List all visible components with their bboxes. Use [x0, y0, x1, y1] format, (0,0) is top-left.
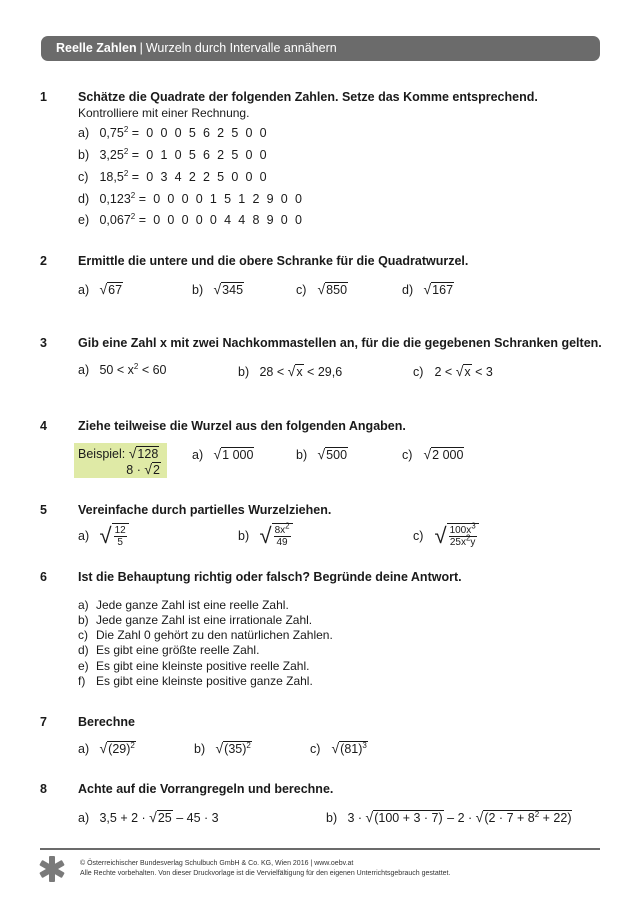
task-1-title: Schätze die Quadrate der folgenden Zahlen. Setze das Komme entsprechend. — [78, 90, 538, 104]
task-1-item-e: e) 0,067$^2$ = 0 0 0 0 0 4 4 8 9 0 0 — [78, 211, 304, 227]
header-separator: | — [139, 41, 143, 55]
task-8-title: Achte auf die Vorrangregeln und berechne. — [78, 782, 334, 796]
task-6-item-c: c) Die Zahl 0 gehört zu den natürlichen Zahlen. — [78, 628, 333, 642]
task-4-item-a: a) √1 000 — [192, 446, 254, 462]
task-8-item-b: b) $3 \cdot √(100 + 3 \cdot 7) - 2 \cdot √(2 \cdot 7 + 8^2 + 22)$ — [326, 809, 572, 825]
task-5-item-c: c) √ $\frac{100x^3}{25x^2y}$ — [413, 523, 479, 548]
task-6-item-d: d) Es gibt eine größte reelle Zahl. — [78, 643, 260, 657]
example-box — [74, 443, 167, 478]
header-subtitle: Wurzeln durch Intervalle annähern — [145, 41, 337, 55]
task-3-item-a: a) $50 < x^2 < 60$ — [78, 361, 167, 377]
task-7-item-a: a) $√(29)^2$ — [78, 740, 135, 756]
task-4-item-b: b) √500 — [296, 446, 348, 462]
header-topic: Reelle Zahlen — [56, 41, 137, 55]
task-2-item-c: c) √850 — [296, 281, 348, 297]
task-7-item-c: c) $√(81)^3$ — [310, 740, 367, 756]
example-line-2: 8 · √2 — [126, 461, 160, 477]
task-4-title: Ziehe teilweise die Wurzel aus den folgenden Angaben. — [78, 419, 406, 433]
task-8-item-a: a) 3,5 + 2 · √25 – 45 · 3 — [78, 809, 219, 825]
footer-copyright: © Österreichischer Bundesverlag Schulbuch GmbH & Co. KG, Wien 2016 | www.oebv.at — [80, 860, 354, 867]
task-2-item-a: a) √67 — [78, 281, 123, 297]
footer-divider — [40, 848, 600, 850]
task-1-item-a: a) 0,75$^2$ = 0 0 0 5 6 2 5 0 0 — [78, 124, 269, 140]
footer-rights: Alle Rechte vorbehalten. Von dieser Druckvorlage ist die Vervielfältigung für den eigenen Unterrichtsgebrauch gestattet. — [80, 870, 451, 877]
task-1-item-b: b) 3,25$^2$ = 0 1 0 5 6 2 5 0 0 — [78, 146, 269, 162]
task-7-title: Berechne — [78, 715, 135, 729]
task-1-item-d: d) 0,123$^2$ = 0 0 0 0 1 5 1 2 9 0 0 — [78, 190, 304, 206]
task-2-number: 2 — [40, 254, 47, 268]
task-5-item-a: a) √ $\frac{12}{5}$ — [78, 523, 129, 548]
task-5-title: Vereinfache durch partielles Wurzelziehen. — [78, 503, 332, 517]
task-7-number: 7 — [40, 715, 47, 729]
task-6-item-f: f) Es gibt eine kleinste positive ganze Zahl. — [78, 674, 313, 688]
task-1-number: 1 — [40, 90, 47, 104]
task-2-item-b: b) √345 — [192, 281, 244, 297]
task-3-item-c: c) 2 < √x < 3 — [413, 363, 493, 379]
task-4-number: 4 — [40, 419, 47, 433]
task-1-item-c: c) 18,5$^2$ = 0 3 4 2 2 5 0 0 0 — [78, 168, 269, 184]
publisher-logo-icon — [38, 855, 66, 883]
task-3-title: Gib eine Zahl x mit zwei Nachkommastellen an, für die die gegebenen Schranken gelten. — [78, 336, 602, 350]
example-line-1: Beispiel: √128 — [78, 445, 159, 461]
task-5-item-b: b) √ $\frac{8x^2}{49}$ — [238, 523, 293, 548]
task-3-item-b: b) 28 < √x < 29,6 — [238, 363, 343, 379]
page-header — [41, 36, 600, 61]
task-8-number: 8 — [40, 782, 47, 796]
task-6-item-a: a) Jede ganze Zahl ist eine reelle Zahl. — [78, 598, 289, 612]
task-5-number: 5 — [40, 503, 47, 517]
task-6-item-b: b) Jede ganze Zahl ist eine irrationale Zahl. — [78, 613, 313, 627]
task-6-item-e: e) Es gibt eine kleinste positive reelle Zahl. — [78, 659, 310, 673]
task-2-title: Ermittle die untere und die obere Schranke für die Quadratwurzel. — [78, 254, 469, 268]
task-3-number: 3 — [40, 336, 47, 350]
task-6-title: Ist die Behauptung richtig oder falsch? Begründe deine Antwort. — [78, 570, 462, 584]
task-1-subtitle: Kontrolliere mit einer Rechnung. — [78, 106, 250, 120]
task-4-item-c: c) √2 000 — [402, 446, 464, 462]
task-2-item-d: d) √167 — [402, 281, 454, 297]
task-6-number: 6 — [40, 570, 47, 584]
task-7-item-b: b) $√(35)^2$ — [194, 740, 251, 756]
